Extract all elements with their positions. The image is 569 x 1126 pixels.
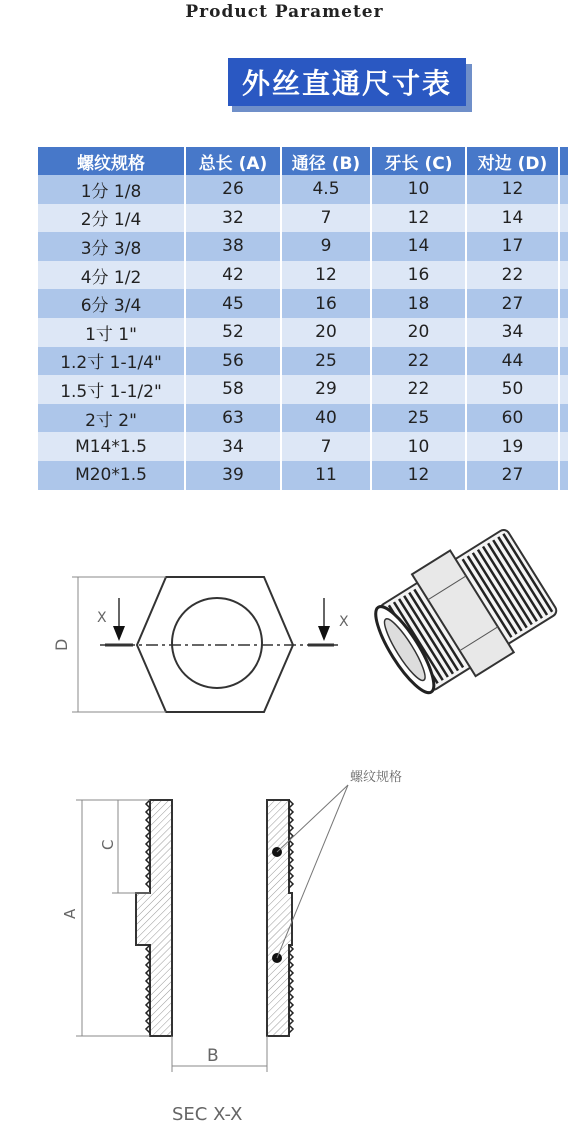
table-cell: 3分 3/8 xyxy=(38,232,185,261)
header-spec: 螺纹规格 xyxy=(38,147,185,175)
table-cell: 1.5寸 1-1/2" xyxy=(38,375,185,404)
table-cell: 42 xyxy=(185,261,281,290)
section-label: SEC X-X xyxy=(172,1104,243,1125)
cross-section-view xyxy=(76,785,348,1072)
table-cell: 12 xyxy=(371,204,466,233)
table-cell: 60 xyxy=(466,404,559,433)
table-cell: 11 xyxy=(281,461,371,490)
table-cell: 27 xyxy=(466,289,559,318)
label-c: C xyxy=(99,839,117,850)
table-cell: 25 xyxy=(371,404,466,433)
table-cell: 63 xyxy=(185,404,281,433)
table-cell: 12 xyxy=(281,261,371,290)
table-cell: 34 xyxy=(466,318,559,347)
page-title: Product Parameter xyxy=(185,2,384,22)
table-cell: 20 xyxy=(371,318,466,347)
table-cell: 14 xyxy=(371,232,466,261)
table-cell: 39 xyxy=(185,461,281,490)
header-bore-b: 通径 (B) xyxy=(281,147,371,175)
table-cell: 26 xyxy=(185,175,281,204)
label-d: D xyxy=(52,638,71,651)
label-x-right: X xyxy=(339,614,349,630)
table-cell: 1分 1/8 xyxy=(38,175,185,204)
table-cell: 25 xyxy=(281,347,371,376)
table-cell: 1.2寸 1-1/4" xyxy=(38,347,185,376)
header-thread-c: 牙长 (C) xyxy=(371,147,466,175)
table-cell: 9 xyxy=(281,232,371,261)
table-cell: 10 xyxy=(371,432,466,461)
table-cell: 20 xyxy=(281,318,371,347)
table-cell: 56 xyxy=(185,347,281,376)
label-x-left: X xyxy=(97,610,107,626)
label-thread: 螺纹规格 xyxy=(350,770,403,785)
label-b: B xyxy=(207,1046,219,1066)
table-cell: 18 xyxy=(371,289,466,318)
table-cell: 40 xyxy=(281,404,371,433)
table-cell: M14*1.5 xyxy=(38,432,185,461)
table-cell: 34 xyxy=(185,432,281,461)
label-a: A xyxy=(61,908,79,919)
table-cell: 45 xyxy=(185,289,281,318)
table-cell: 22 xyxy=(371,347,466,376)
table-cell: 58 xyxy=(185,375,281,404)
table-cell: 38 xyxy=(185,232,281,261)
table-cell: 10 xyxy=(371,175,466,204)
table-cell: 12 xyxy=(466,175,559,204)
table-cell: 22 xyxy=(371,375,466,404)
table-cell: 16 xyxy=(281,289,371,318)
header-length-a: 总长 (A) xyxy=(185,147,281,175)
table-cell: 52 xyxy=(185,318,281,347)
table-cell: 4分 1/2 xyxy=(38,261,185,290)
table-cell: 7 xyxy=(281,204,371,233)
table-cell: 6分 3/4 xyxy=(38,289,185,318)
table-cell: 2寸 2" xyxy=(38,404,185,433)
table-cell: 12 xyxy=(371,461,466,490)
table-cell: 32 xyxy=(185,204,281,233)
table-cell: 22 xyxy=(466,261,559,290)
table-cell: 7 xyxy=(281,432,371,461)
table-cell: 14 xyxy=(466,204,559,233)
table-cell: 44 xyxy=(466,347,559,376)
table-cell: 29 xyxy=(281,375,371,404)
table-cell: 2分 1/4 xyxy=(38,204,185,233)
table-cell: 19 xyxy=(466,432,559,461)
table-cell: 50 xyxy=(466,375,559,404)
table-cell: M20*1.5 xyxy=(38,461,185,490)
table-cell: 17 xyxy=(466,232,559,261)
table-cell: 4.5 xyxy=(281,175,371,204)
table-cell: 16 xyxy=(371,261,466,290)
table-cell: 27 xyxy=(466,461,559,490)
fitting-3d-icon xyxy=(361,519,564,708)
hex-front-view xyxy=(100,577,338,712)
banner-text: 外丝直通尺寸表 xyxy=(228,58,466,106)
header-flat-d: 对边 (D) xyxy=(466,147,559,175)
table-cell: 1寸 1" xyxy=(38,318,185,347)
